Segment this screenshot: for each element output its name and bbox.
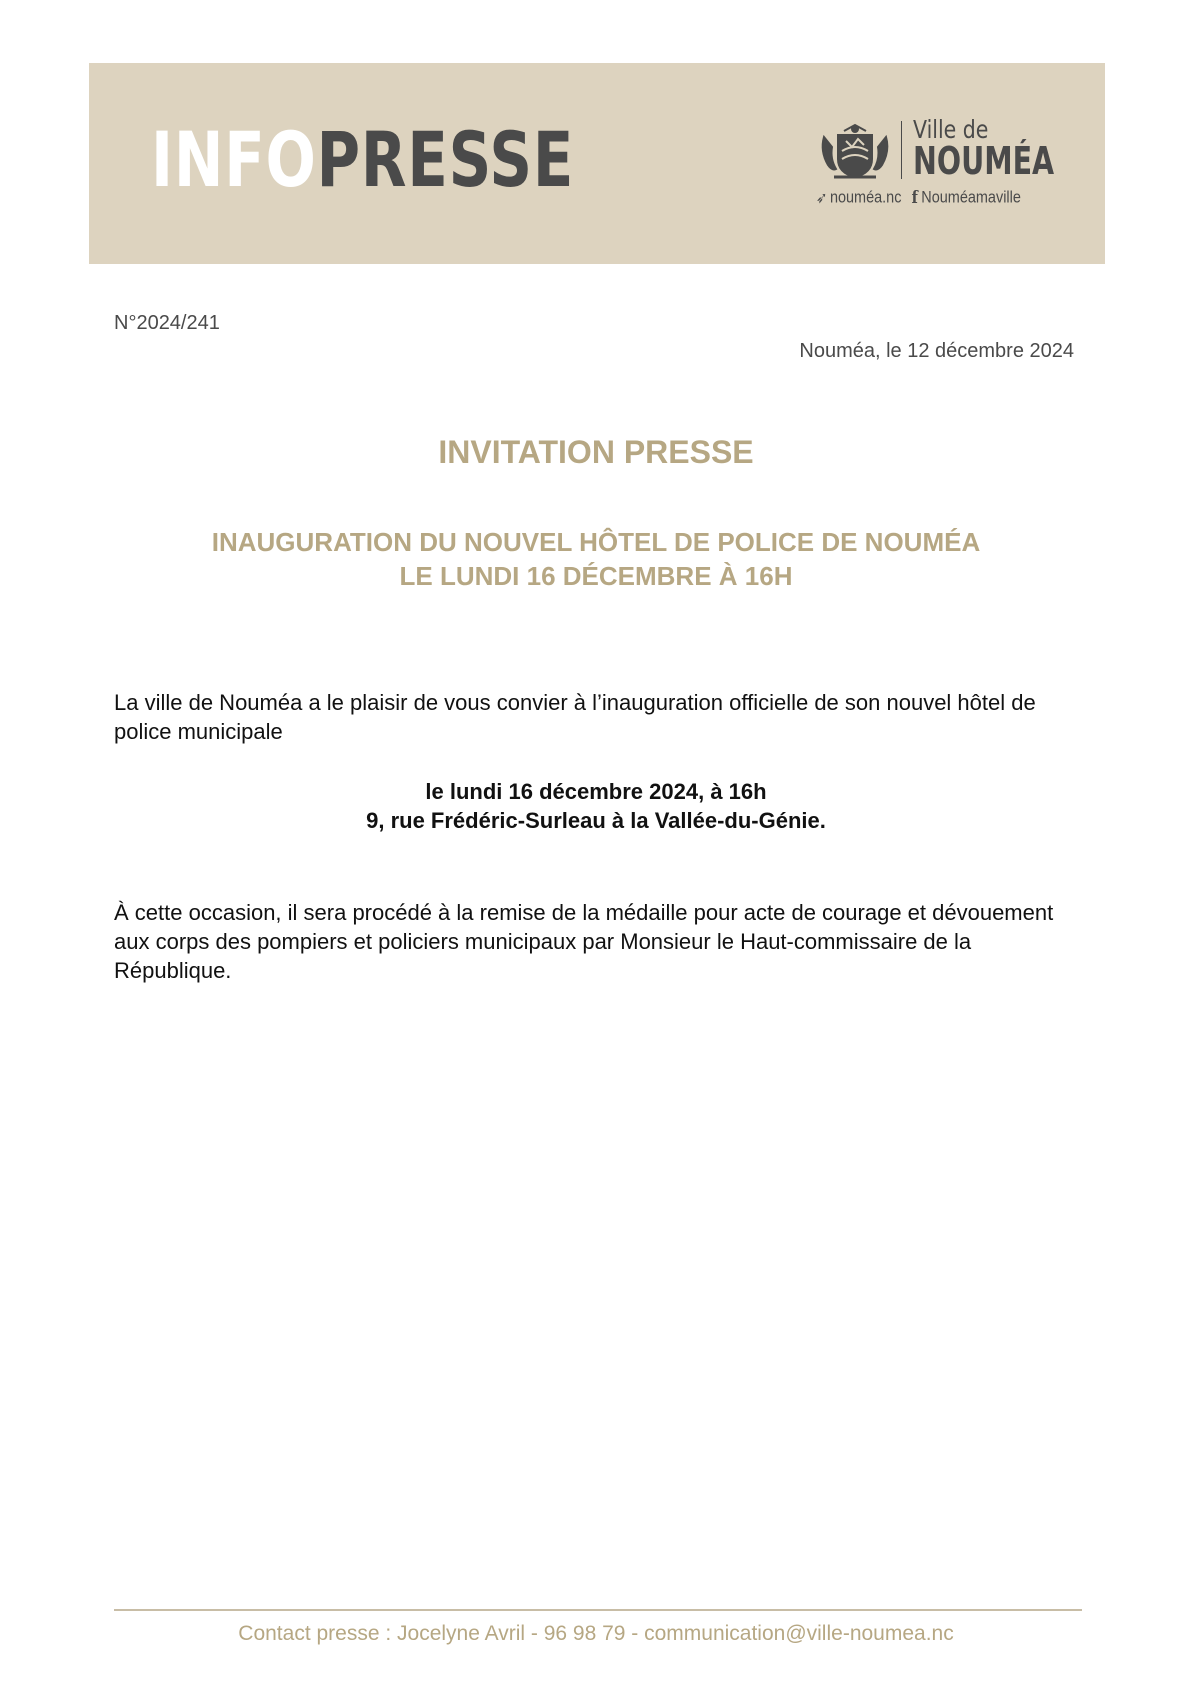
medal-paragraph: À cette occasion, il sera procédé à la remise de la médaille pour acte de courage et dévouement aux corps des pompiers et policiers municipaux par Monsieur le Haut-commissaire de la République. xyxy=(114,900,1054,983)
event-date: le lundi 16 décembre 2024, à 16h xyxy=(425,779,767,804)
press-contact: Contact presse : Jocelyne Avril - 96 98 79 - communication@ville-noumea.nc xyxy=(238,1622,954,1645)
event-subtitle xyxy=(0,525,1192,593)
footer-divider xyxy=(114,1609,1082,1611)
banner-title-presse: PRESSE xyxy=(316,115,575,204)
document-type-heading: INVITATION PRESSE xyxy=(438,434,754,470)
logo-divider xyxy=(901,121,902,179)
event-address: 9, rue Frédéric-Surleau à la Vallée-du-Génie. xyxy=(366,808,826,833)
social-links xyxy=(816,187,1021,208)
website-link[interactable]: nouméa.nc xyxy=(829,187,902,207)
logo-noumea: NOUMÉA xyxy=(913,139,1055,183)
subtitle-line-1: INAUGURATION DU NOUVEL HÔTEL DE POLICE DE NOUMÉA xyxy=(211,527,981,557)
date-line: Nouméa, le 12 décembre 2024 xyxy=(799,340,1074,362)
arrow-icon: ➶ xyxy=(816,189,828,207)
banner-title-info: INFO xyxy=(151,115,317,204)
city-logo xyxy=(816,115,1066,211)
subtitle-line-2: LE LUNDI 16 DÉCEMBRE À 16H xyxy=(399,561,793,591)
banner-title xyxy=(151,115,574,205)
facebook-link[interactable]: Nouméamaville xyxy=(921,187,1021,207)
reference-number: N°2024/241 xyxy=(114,312,220,334)
facebook-icon: f xyxy=(911,187,918,208)
header-banner xyxy=(89,63,1105,264)
event-details xyxy=(0,777,1192,835)
crest-icon xyxy=(816,121,894,183)
logo-ville-de: Ville de xyxy=(913,115,989,144)
intro-paragraph: La ville de Nouméa a le plaisir de vous convier à l’inauguration officielle de son nouvel hôtel de police municipale xyxy=(114,690,1036,744)
